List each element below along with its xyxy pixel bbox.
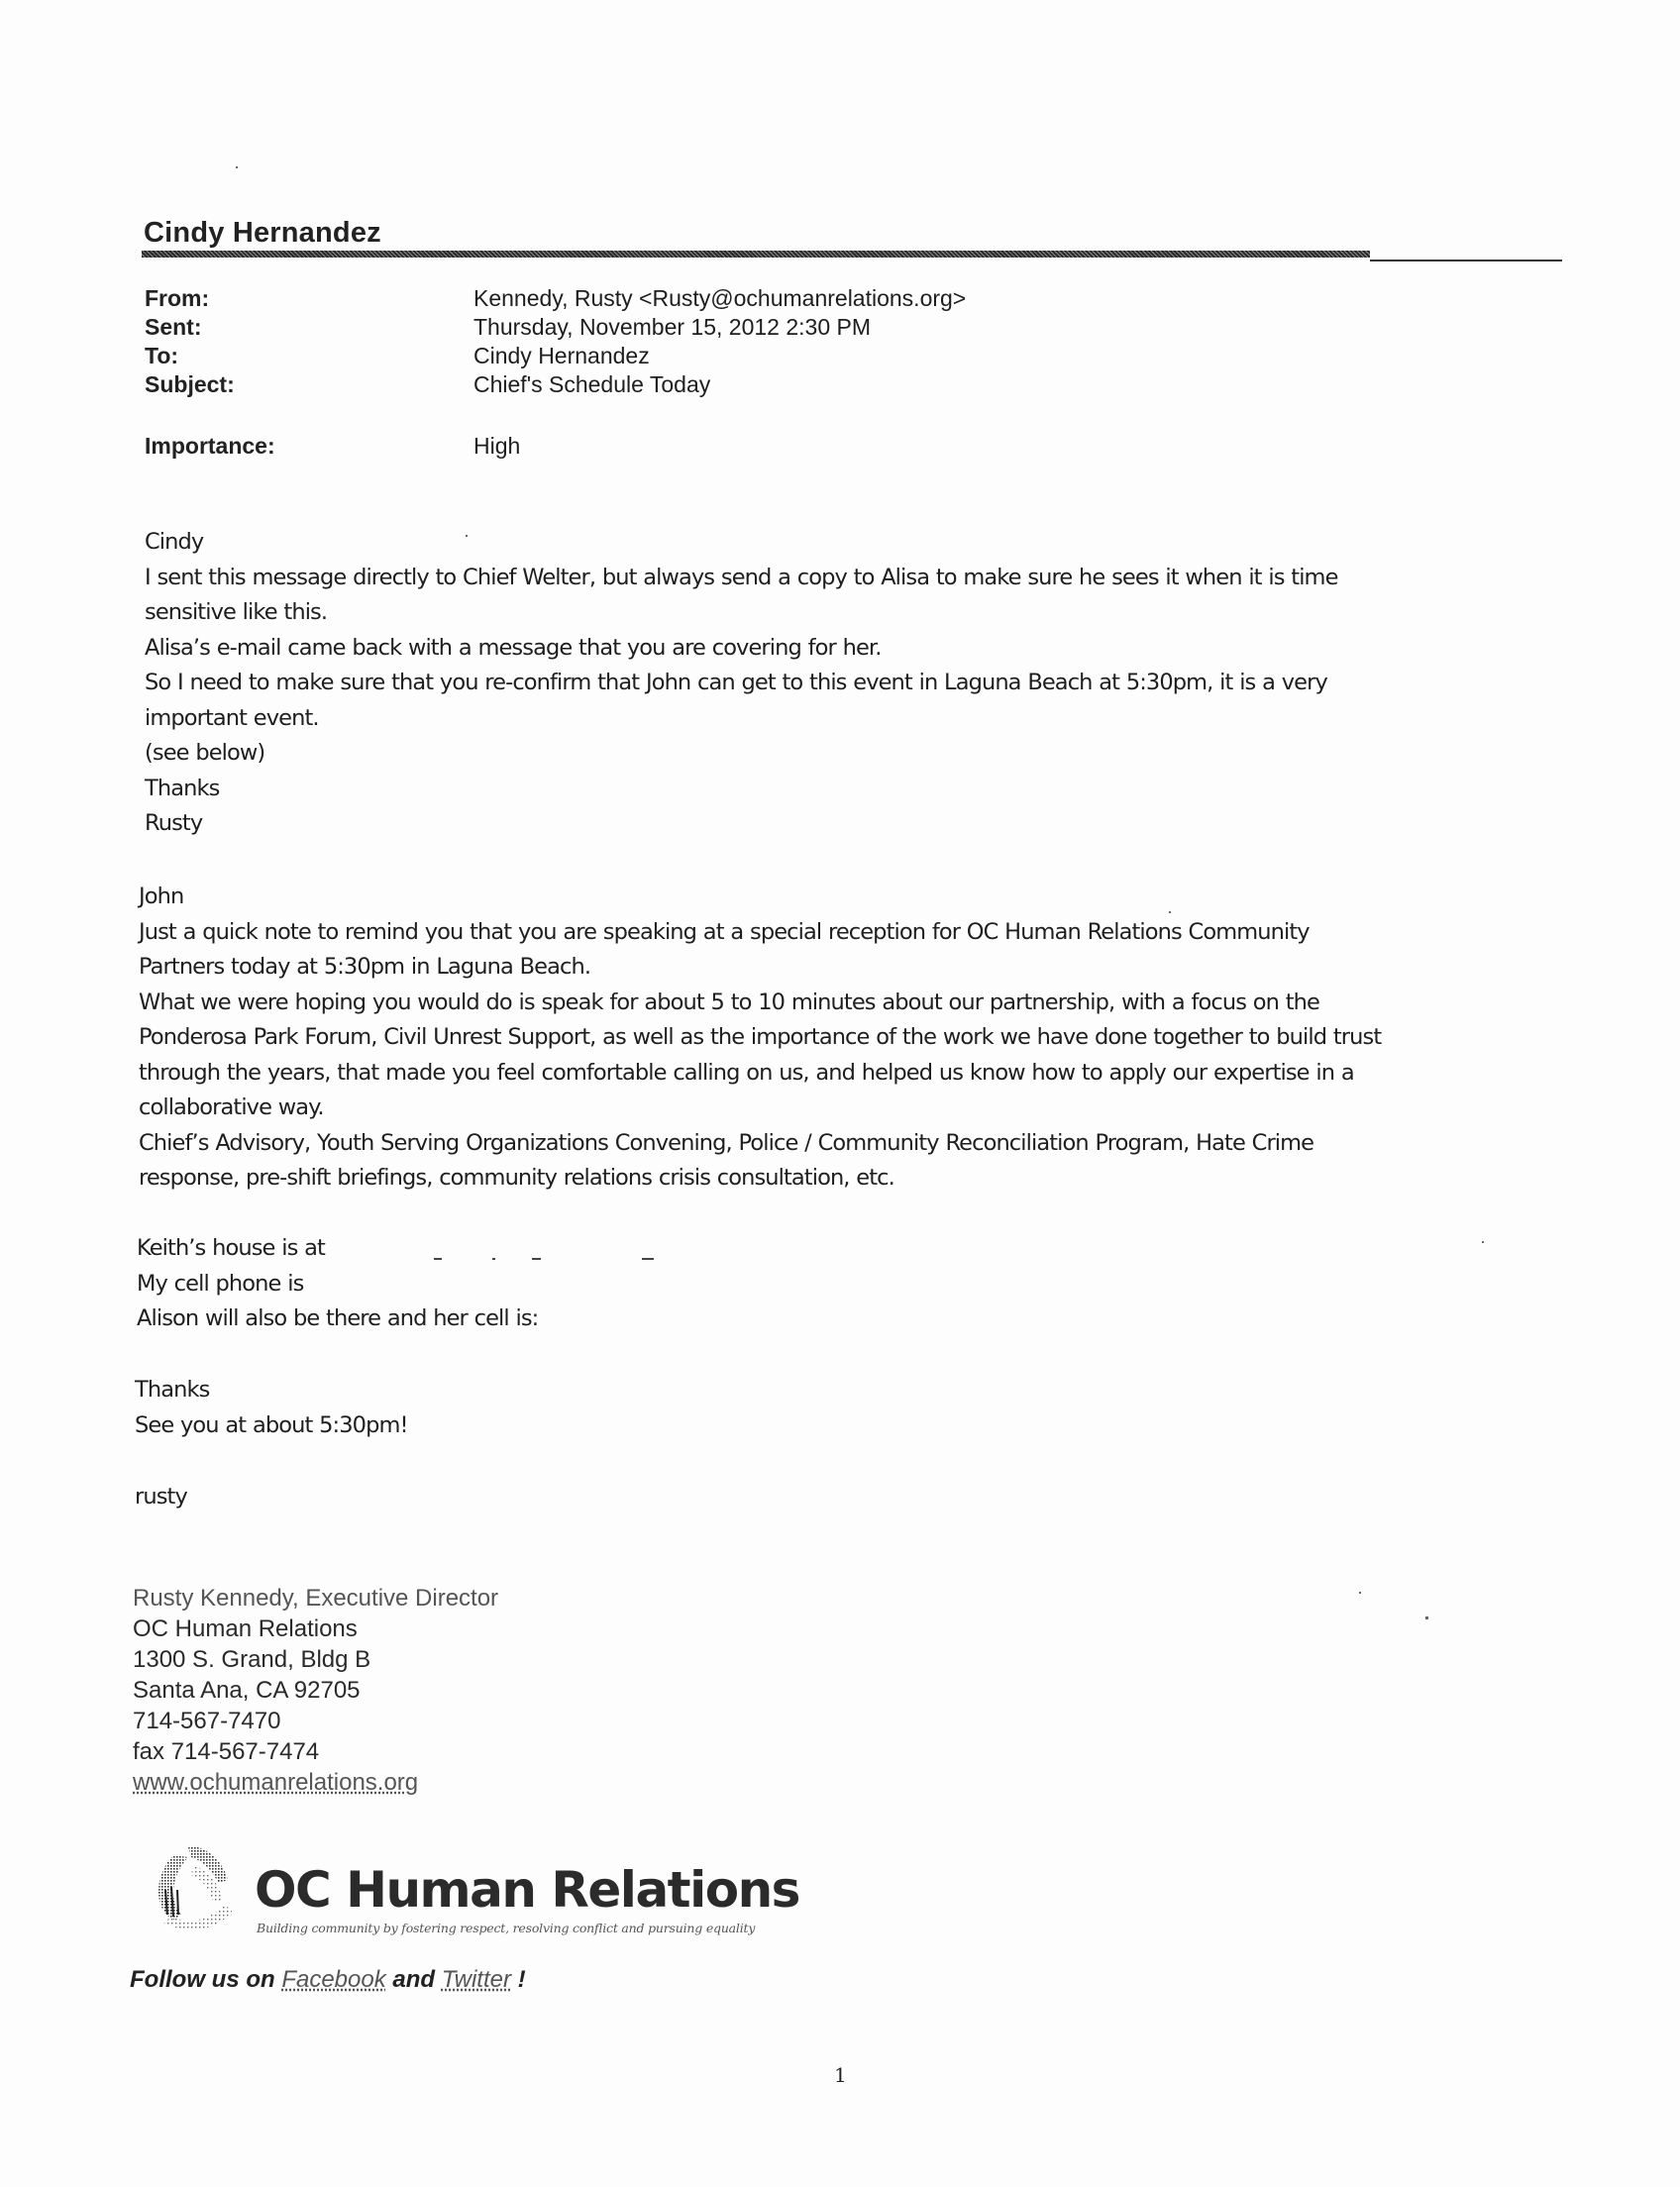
- header-rule-thin: [1370, 260, 1562, 261]
- forwarded-message-to-john: [139, 880, 1381, 1197]
- follow-and: and: [392, 1966, 436, 1993]
- scan-speck: [1482, 1241, 1484, 1243]
- logo-emblem-icon: [144, 1835, 248, 1939]
- message-to-cindy: [145, 525, 1338, 842]
- redaction-remnant: [642, 1258, 654, 1260]
- scan-speck: [1425, 1616, 1428, 1619]
- body-line: Partners today at 5:30pm in Laguna Beach.: [139, 954, 591, 980]
- body-line: sensitive like this.: [145, 599, 328, 625]
- body-line: So I need to make sure that you re-confirm that John can get to this event in Laguna Beach at 5:30pm, it is a very: [145, 670, 1327, 695]
- signature-name-title: Rusty Kennedy, Executive Director: [133, 1585, 499, 1612]
- signature-org: OC Human Relations: [133, 1615, 358, 1642]
- subject-label: Subject:: [145, 371, 235, 397]
- body-line: response, pre-shift briefings, community relations crisis consultation, etc.: [139, 1165, 894, 1191]
- website-link[interactable]: www.ochumanrelations.org: [133, 1769, 419, 1796]
- body-line: Alisa’s e-mail came back with a message that you are covering for her.: [145, 634, 882, 661]
- body-line: Alison will also be there and her cell is:: [137, 1305, 539, 1331]
- facebook-link[interactable]: Facebook: [281, 1966, 386, 1993]
- body-line: My cell phone is: [137, 1270, 304, 1297]
- sent-value: Thursday, November 15, 2012 2:30 PM: [473, 314, 872, 340]
- body-line: collaborative way.: [139, 1094, 324, 1120]
- signature-phone: 714-567-7470: [133, 1708, 281, 1734]
- email-signature: [133, 1583, 498, 1798]
- follow-suffix: !: [517, 1966, 526, 1993]
- body-line: through the years, that made you feel comfortable calling on us, and helped us know how to apply our expertise in a: [139, 1059, 1354, 1086]
- body-line: important event.: [145, 704, 319, 731]
- scan-speck: [1359, 1592, 1361, 1594]
- redaction-remnant: [492, 1258, 495, 1260]
- to-label: To:: [145, 343, 179, 368]
- body-line: Rusty: [145, 810, 203, 836]
- body-line: Keith’s house is at: [137, 1235, 325, 1261]
- body-line: Cindy: [145, 529, 204, 555]
- signature-fax: fax 714-567-7474: [133, 1738, 320, 1765]
- body-line: Just a quick note to remind you that you are speaking at a special reception for OC Human Relations Community: [139, 918, 1310, 945]
- logo-tagline: Building community by fostering respect, resolving conflict and pursuing equality: [257, 1921, 756, 1935]
- to-value: Cindy Hernandez: [473, 343, 650, 368]
- oc-human-relations-logo: [144, 1835, 837, 1944]
- scan-speck: [236, 166, 238, 168]
- page-number: 1: [834, 2063, 847, 2087]
- follow-prefix: Follow us on: [130, 1966, 275, 1993]
- body-line: Ponderosa Park Forum, Civil Unrest Support, as well as the importance of the work we have done together to build trust: [139, 1024, 1382, 1050]
- body-line: Chief’s Advisory, Youth Serving Organizations Convening, Police / Community Reconciliation Program, Hate Crime: [139, 1129, 1314, 1156]
- body-line: I sent this message directly to Chief Welter, but always send a copy to Alisa to make sure he sees it when it is time: [145, 564, 1338, 590]
- logo-wordmark: OC Human Relations: [255, 1861, 799, 1919]
- signature-city: Santa Ana, CA 92705: [133, 1677, 361, 1704]
- from-value: Kennedy, Rusty <Rusty@ochumanrelations.org>: [473, 285, 967, 311]
- mailbox-owner-title: Cindy Hernandez: [144, 217, 381, 249]
- closing: [135, 1373, 408, 1443]
- twitter-link[interactable]: Twitter: [441, 1966, 511, 1993]
- body-line: See you at about 5:30pm!: [135, 1411, 408, 1438]
- importance-value: High: [473, 433, 521, 459]
- contact-details-redacted: [137, 1231, 538, 1337]
- scan-speck: [466, 535, 468, 537]
- body-line: (see below): [145, 740, 265, 766]
- redaction-remnant: [434, 1258, 442, 1260]
- sign-off: [135, 1480, 187, 1515]
- header-rule-thick: [142, 251, 1370, 258]
- scan-speck: [1169, 911, 1171, 913]
- body-line: Thanks: [135, 1377, 210, 1403]
- subject-value: Chief's Schedule Today: [473, 371, 711, 397]
- body-line: John: [139, 884, 184, 909]
- body-line: rusty: [135, 1484, 187, 1510]
- body-line: What we were hoping you would do is speak for about 5 to 10 minutes about our partnership, with a focus on the: [139, 989, 1319, 1015]
- signature-street: 1300 S. Grand, Bldg B: [133, 1646, 371, 1673]
- body-line: Thanks: [145, 775, 220, 801]
- redaction-remnant: [532, 1258, 541, 1260]
- from-label: From:: [145, 285, 210, 311]
- social-follow-line: [130, 1966, 526, 1994]
- sent-label: Sent:: [145, 314, 202, 340]
- importance-label: Importance:: [145, 433, 275, 459]
